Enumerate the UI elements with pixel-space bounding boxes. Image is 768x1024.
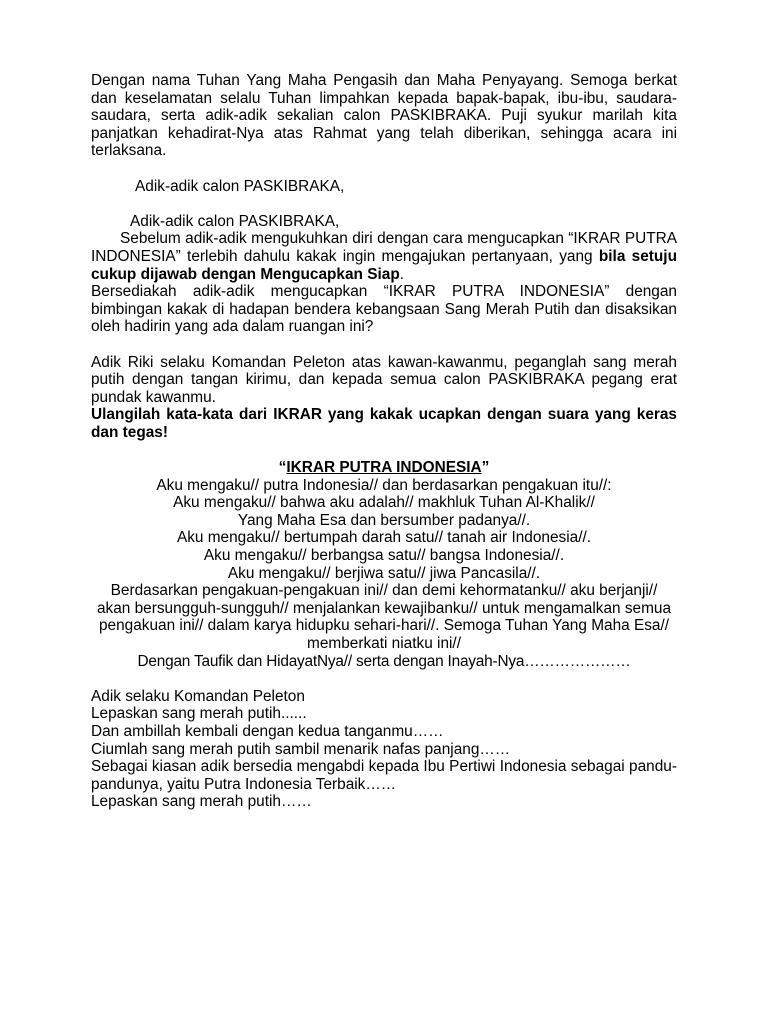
ikrar-line: Aku mengaku// bertumpah darah satu// tanah air Indonesia//. xyxy=(176,529,592,547)
ikrar-line: akan bersungguh-sungguh// menjalankan kewajibanku// untuk mengamalkan semua pengakuan ini// dalam karya hidupku sehari-hari//. Semoga Tuhan Yang Maha Esa// memberkati niatku ini// xyxy=(96,599,672,652)
intro-paragraph xyxy=(91,230,677,283)
greeting-line-1: Adik-adik calon PASKIBRAKA, xyxy=(135,177,345,195)
opening-paragraph: Dengan nama Tuhan Yang Maha Pengasih dan Maha Penyayang. Semoga berkat dan keselamatan selalu Tuhan limpahkan kepada bapak-bapak, ibu-ibu, saudara-saudara, serta adik-adik sekalian calon PASKIBRAKA. Puji syukur marilah kita panjatkan kehadirat-Nya atas Rahmat yang telah diberikan, sehingga acara ini terlaksana. xyxy=(91,72,677,160)
document-page xyxy=(91,72,677,811)
ikrar-line: Aku mengaku// putra Indonesia// dan berdasarkan pengakuan itu//: xyxy=(156,476,612,494)
ikrar-line: Yang Maha Esa dan bersumber padanya//. xyxy=(237,511,531,529)
closing-line: Ciumlah sang merah putih sambil menarik nafas panjang…… xyxy=(91,740,511,758)
spacer xyxy=(91,195,677,213)
intro-bold-text: bila setuju cukup dijawab dengan Mengucapkan Siap xyxy=(91,247,677,283)
question-paragraph: Bersediakah adik-adik mengucapkan “IKRAR PUTRA INDONESIA” dengan bimbingan kakak di hadapan bendera kebangsaan Sang Merah Putih dan disaksikan oleh hadirin yang ada dalam ruangan ini? xyxy=(91,283,677,336)
ikrar-title-text: IKRAR PUTRA INDONESIA xyxy=(286,459,482,477)
closing-line: Lepaskan sang merah putih...... xyxy=(91,705,307,723)
intro-text: Sebelum adik-adik mengukuhkan diri dengan cara mengucapkan “IKRAR PUTRA INDONESIA” terlebih dahulu kakak ingin mengajukan pertanyaan, yang xyxy=(91,230,677,265)
repeat-call: Ulangilah kata-kata dari IKRAR yang kakak ucapkan dengan suara yang keras dan tegas! xyxy=(91,406,677,441)
closing-line: Dan ambillah kembali dengan kedua tanganmu…… xyxy=(91,722,444,740)
spacer xyxy=(91,670,677,688)
ikrar-title-close-quote: ” xyxy=(481,459,490,477)
ikrar-line: Berdasarkan pengakuan-pengakuan ini// dan demi kehormatanku// aku berjanji// xyxy=(110,582,658,600)
greeting-line-2: Adik-adik calon PASKIBRAKA, xyxy=(130,212,340,230)
ikrar-line: Aku mengaku// bahwa aku adalah// makhluk Tuhan Al-Khalik// xyxy=(173,494,595,512)
ikrar-line: Dengan Taufik dan HidayatNya// serta dengan Inayah-Nya………………… xyxy=(137,652,631,670)
ikrar-title-open-quote: “ xyxy=(278,459,287,477)
ikrar-line: Aku mengaku// berbangsa satu// bangsa Indonesia//. xyxy=(203,547,565,565)
closing-line: Adik selaku Komandan Peleton xyxy=(91,687,305,705)
spacer xyxy=(91,160,677,178)
spacer xyxy=(91,441,677,459)
spacer xyxy=(91,336,677,354)
ikrar-line: Aku mengaku// berjiwa satu// jiwa Pancasila//. xyxy=(227,564,541,582)
instruction-paragraph: Adik Riki selaku Komandan Peleton atas kawan-kawanmu, peganglah sang merah putih dengan tangan kirimu, dan kepada semua calon PASKIBRAKA pegang erat pundak kawanmu. xyxy=(91,353,677,406)
closing-line: Sebagai kiasan adik bersedia mengabdi kepada Ibu Pertiwi Indonesia sebagai pandu-pandunya, yaitu Putra Indonesia Terbaik…… xyxy=(91,758,677,793)
closing-line: Lepaskan sang merah putih…… xyxy=(91,793,312,811)
intro-end: . xyxy=(399,265,405,283)
ikrar-title xyxy=(91,459,677,477)
